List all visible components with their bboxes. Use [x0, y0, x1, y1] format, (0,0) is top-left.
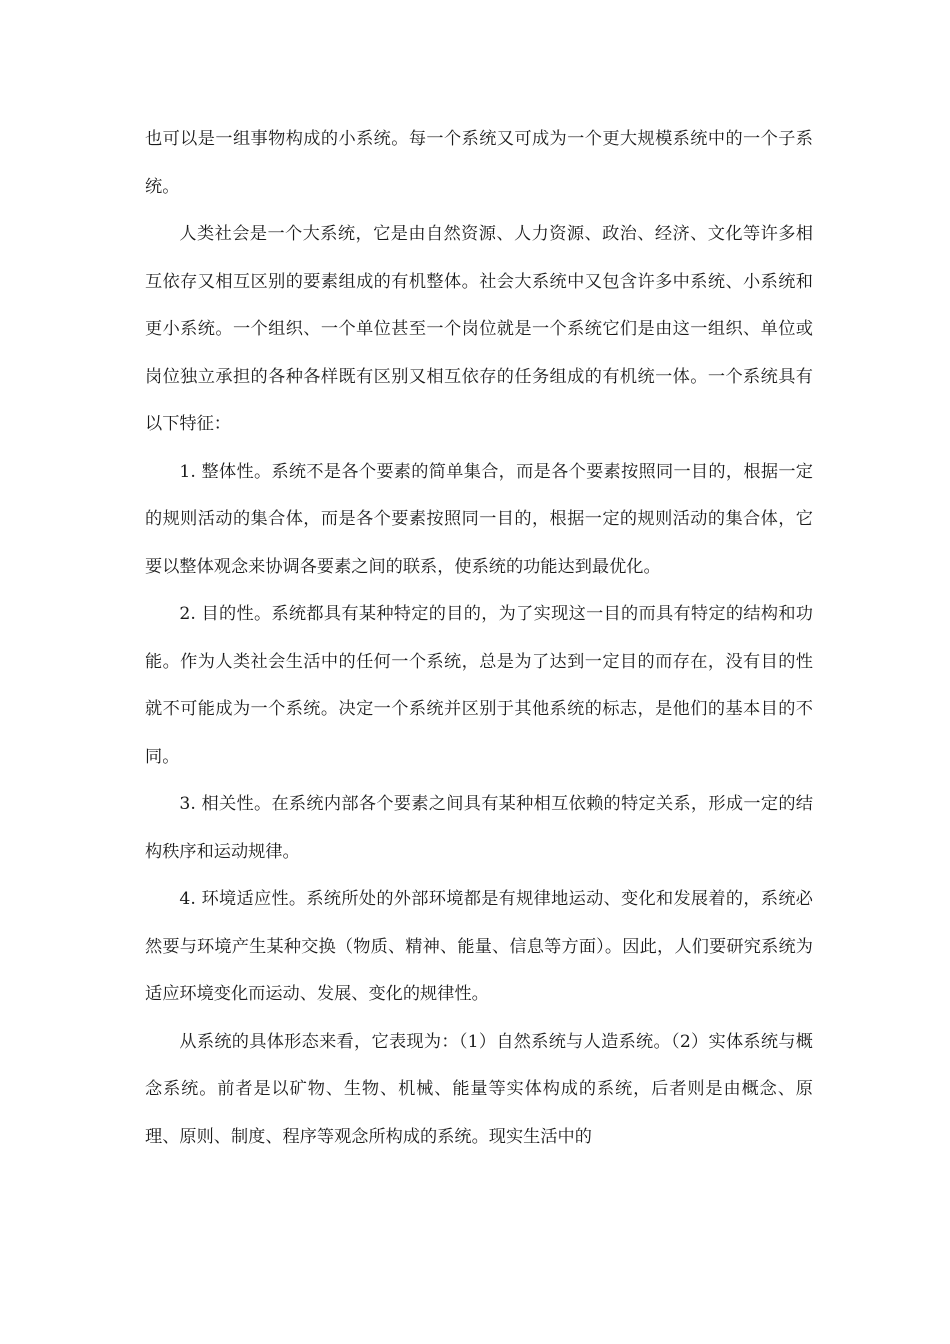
- paragraph-human-society: 人类社会是一个大系统，它是由自然资源、人力资源、政治、经济、文化等许多相互依存又相互区别的要素组成的有机整体。社会大系统中又包含许多中系统、小系统和更小系统。一个组织、一个单位甚至一个岗位就是一个系统它们是由这一组织、单位或岗位独立承担的各种各样既有区别又相互依存的任务组成的有机统一体。一个系统具有以下特征：: [145, 224, 813, 434]
- paragraph-feature-relevance: 3. 相关性。在系统内部各个要素之间具有某种相互依赖的特定关系，形成一定的结构秩序和运动规律。: [145, 794, 813, 862]
- paragraph-feature-purpose: 2. 目的性。系统都具有某种特定的目的，为了实现这一目的而具有特定的结构和功能。作为人类社会生活中的任何一个系统，总是为了达到一定目的而存在，没有目的性就不可能成为一个系统。决定一个系统并区别于其他系统的标志，是他们的基本目的不同。: [145, 604, 813, 767]
- document-body: [145, 116, 813, 1161]
- paragraph-feature-adaptability: 4. 环境适应性。系统所处的外部环境都是有规律地运动、变化和发展着的，系统必然要与环境产生某种交换（物质、精神、能量、信息等方面）。因此，人们要研究系统为适应环境变化而运动、发展、变化的规律性。: [145, 889, 813, 1004]
- paragraph-feature-wholeness: 1. 整体性。系统不是各个要素的简单集合，而是各个要素按照同一目的，根据一定的规则活动的集合体，而是各个要素按照同一目的，根据一定的规则活动的集合体，它要以整体观念来协调各要素之间的联系，使系统的功能达到最优化。: [145, 461, 813, 577]
- paragraph-system-forms: 从系统的具体形态来看，它表现为：（1）自然系统与人造系统。（2）实体系统与概念系统。前者是以矿物、生物、机械、能量等实体构成的系统，后者则是由概念、原理、原则、制度、程序等观念所构成的系统。现实生活中的: [145, 1031, 813, 1147]
- paragraph-continuation: 也可以是一组事物构成的小系统。每一个系统又可成为一个更大规模系统中的一个子系统。: [145, 129, 813, 197]
